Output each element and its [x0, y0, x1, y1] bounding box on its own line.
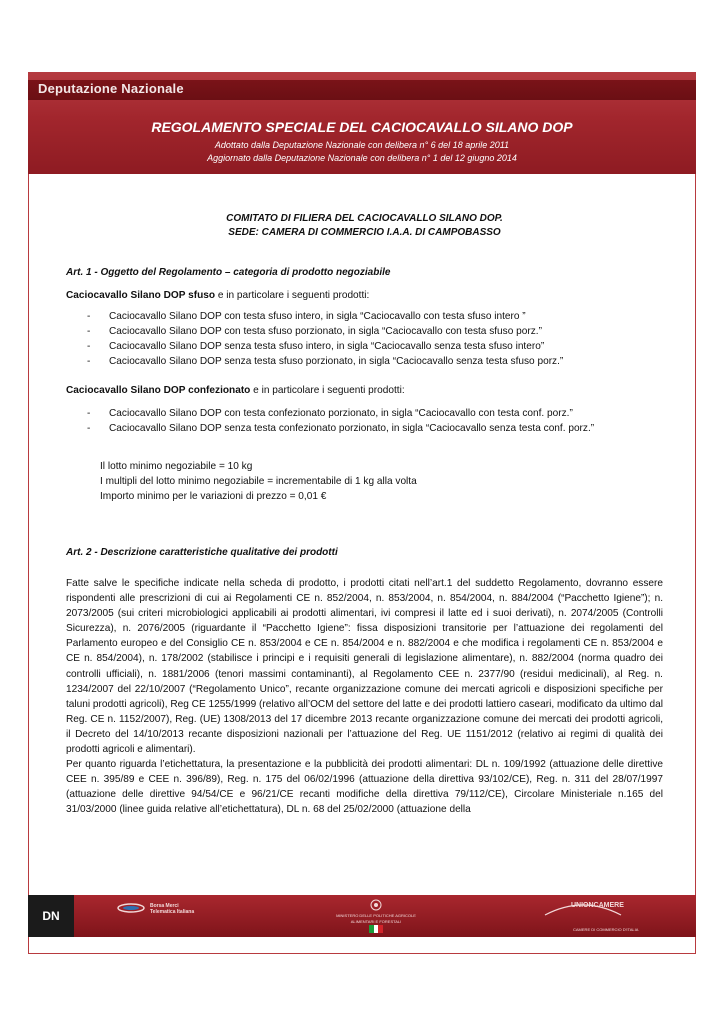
ministry-emblem-icon — [370, 899, 382, 911]
sfuso-list — [66, 309, 663, 369]
lot-min: Il lotto minimo negoziabile = 10 kg — [100, 461, 253, 472]
list-item: - Caciocavallo Silano DOP senza testa confezionato porzionato, in sigla “Caciocavallo senza testa conf. porz.” — [66, 421, 663, 436]
art2-paragraph-1: Fatte salve le specifiche indicate nella scheda di prodotto, i prodotti citati nell’art.1 del suddetto Regolamento, dovranno essere rispondenti alle prescrizioni di cui ai Regolamenti CE n. 852/2004, n. 853/2004, n. 854/2004, n. 884/2004 (“Pacchetto Igiene”); n. 2073/2005 (sui criteri microbiologici applicabili ai prodotti alimentari, ivi compresi il latte ed i suoi derivati), n. 2074/2005 (Controlli Sicurezza), n. 2076/2005 (riguardante il “Pacchetto Igiene”: fissa disposizioni transitorie per l’attuazione dei regolamenti del Parlamento europeo e del Consiglio CE n. 853/2004 e CE n. 854/2004 e n. 882/2004 e che modifica i regolamenti CE n. 853/2004 e CE n. 854/2004), n. 178/2002 (stabilisce i principi e i requisiti generali di legislazione alimentare), n. 882/2004 (norma quadro dei controlli ufficiali), n. 1881/2006 (tenori massimi contaminanti), al Regolamento CEE n. 2377/90 (residui medicinali), al Reg. n. 1234/2007 del 22/10/2007 (“Regolamento Unico”, recante organizzazione comune dei mercati agricoli e disposizioni specifiche per taluni prodotti agricoli), Reg CE 1255/1999 (relativo all’OCM del settore del latte e dei prodotti lattiero caseari, modificato da ultimo dal Reg. CE n. 1152/2007), Reg. (UE) 1308/2013 del 17 dicembre 2013 recante organizzazione comune dei mercati dei prodotti agricoli, il Decreto del 14/10/2013 recante disposizioni nazionali per l’attuazione del Reg. UE 1151/2012 (relativo ai regimi di qualità dei prodotti agricoli e alimentari). — [66, 578, 663, 756]
document-footer: DN Borsa Merci Telematica Italiana MINISTERO DELLE POLITICHE AGRICOLE ALIMENTARI E FORESTALI UNIONCAMERE CAMERE DI COMMERCIO D'ITALIA — [28, 895, 696, 937]
art1-title: Art. 1 - Oggetto del Regolamento – categoria di prodotto negoziabile — [66, 267, 391, 278]
sfuso-bold: Caciocavallo Silano DOP sfuso — [66, 290, 216, 301]
sfuso-intro — [66, 288, 663, 303]
ministry-logo: MINISTERO DELLE POLITICHE AGRICOLE ALIMENTARI E FORESTALI — [336, 899, 416, 935]
price-step: Importo minimo per le variazioni di prezzo = 0,01 € — [100, 491, 327, 502]
article-2 — [66, 545, 663, 818]
conf-bold: Caciocavallo Silano DOP confezionato — [66, 385, 251, 396]
header-brand: Deputazione Nazionale — [38, 81, 184, 96]
conf-rest: e in particolare i seguenti prodotti: — [250, 385, 405, 396]
borsa-merci-logo — [116, 901, 195, 917]
italian-flag-icon — [369, 925, 383, 933]
list-item: - Caciocavallo Silano DOP con testa sfuso intero, in sigla “Caciocavallo con testa sfuso intero ” — [66, 309, 663, 324]
art2-title: Art. 2 - Descrizione caratteristiche qualitative dei prodotti — [66, 547, 338, 558]
list-item: - Caciocavallo Silano DOP con testa sfuso porzionato, in sigla “Caciocavallo con testa sfuso porz.” — [66, 324, 663, 339]
list-item: - Caciocavallo Silano DOP senza testa sfuso intero, in sigla “Caciocavallo senza testa sfuso intero” — [66, 339, 663, 354]
conf-list — [66, 406, 663, 436]
committee-heading — [66, 212, 663, 240]
document-header — [28, 72, 696, 174]
dn-badge: DN — [28, 895, 74, 937]
article-1 — [66, 265, 663, 504]
conf-intro — [66, 383, 663, 398]
committee-line-2: SEDE: CAMERA DI COMMERCIO I.A.A. DI CAMPOBASSO — [228, 227, 501, 238]
lot-multiples: I multipli del lotto minimo negoziabile = incrementabile di 1 kg alla volta — [100, 476, 417, 487]
updated-note: Aggiornato dalla Deputazione Nazionale con delibera n° 1 del 12 giugno 2014 — [207, 153, 517, 163]
document-title: REGOLAMENTO SPECIALE DEL CACIOCAVALLO SILANO DOP — [151, 119, 573, 135]
adopted-note: Adottato dalla Deputazione Nazionale con delibera n° 6 del 18 aprile 2011 — [214, 140, 510, 150]
list-item: - Caciocavallo Silano DOP senza testa sfuso porzionato, in sigla “Caciocavallo senza testa sfuso porz.” — [66, 354, 663, 369]
art2-paragraph-2: Per quanto riguarda l’etichettatura, la presentazione e la pubblicità dei prodotti alimentari: DL n. 109/1992 (attuazione delle direttive CEE n. 395/89 e CEE n. 396/89), Reg. n. 175 del 06/02/1996 (attuazione della direttiva 93/102/CE), Reg. n. 311 del 28/07/1997 (attuazione delle direttive 94/54/CE e 96/21/CE recanti modifiche della direttiva 79/112/CE), Circolare Ministeriale n.165 del 31/03/2000 (linee guida relative all’etichettatura), DL n. 68 del 25/02/2000 (attuazione della — [66, 759, 663, 816]
list-item: - Caciocavallo Silano DOP con testa confezionato porzionato, in sigla “Caciocavallo con testa conf. porz.” — [66, 406, 663, 421]
page-frame — [28, 72, 696, 954]
committee-line-1: COMITATO DI FILIERA DEL CACIOCAVALLO SILANO DOP. — [226, 213, 503, 224]
sfuso-rest: e in particolare i seguenti prodotti: — [215, 290, 370, 301]
borsa-merci-swoosh-icon — [116, 901, 146, 915]
borsa-merci-text: Borsa Merci Telematica Italiana — [150, 903, 195, 915]
